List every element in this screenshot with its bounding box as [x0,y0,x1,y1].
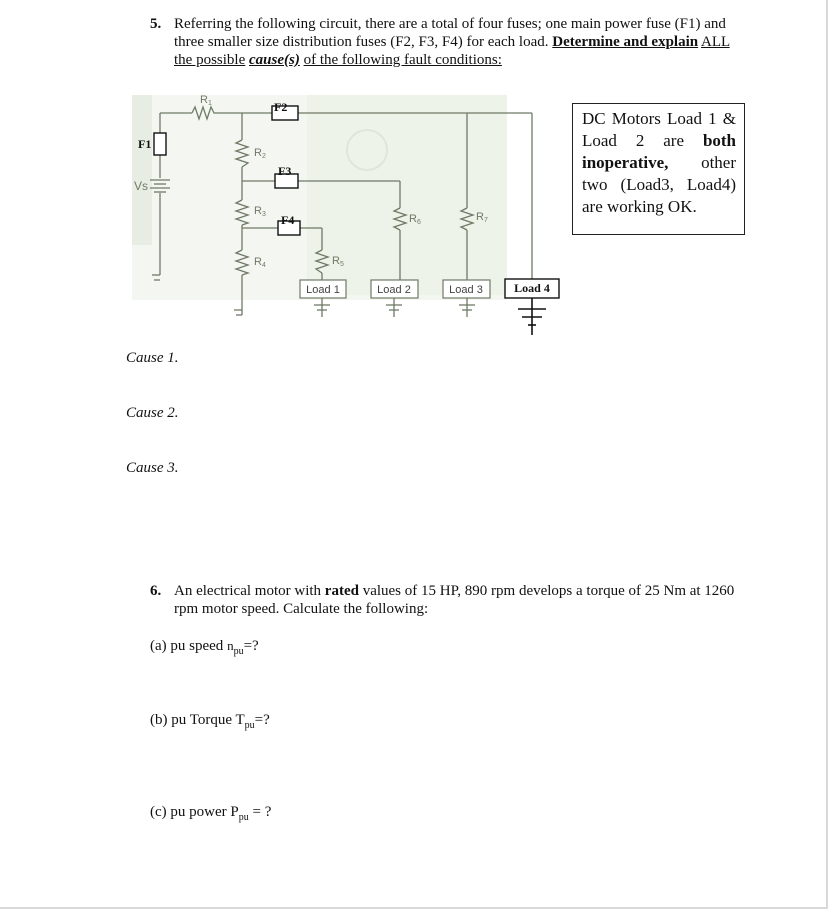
question-6-text [174,582,745,618]
r4-label: R4 [254,256,266,269]
cause-2-label: Cause 2. [126,405,179,421]
question-5-end: of the following fault conditions: [303,52,502,68]
part-c-label: (c) pu power [150,804,227,820]
circuit-diagram [132,95,572,335]
part-a-label: (a) pu speed [150,638,224,654]
question-5-determine: Determine and explain [552,34,699,50]
part-b-subscript: pu [244,720,255,731]
part-a-symbol: n [227,638,234,653]
fault-rest: other two (Load3, Load4) are working OK. [582,153,736,216]
fault-both: both [702,131,737,150]
r5-label: R5 [332,255,344,268]
part-b-label: (b) pu Torque [150,712,232,728]
part-a-subscript: pu [233,646,244,657]
question-5-causes: cause(s) [249,52,300,68]
load-2-label: Load 2 [377,284,411,296]
part-c-subscript: pu [238,812,249,823]
fault-condition-box [572,103,745,235]
r2-label: R2 [254,147,266,160]
cause-3-label: Cause 3. [126,460,179,476]
question-5-intro: Referring the following circuit, there are a total of four fuses; one main power fuse (F1) and three smaller size distribution fuses (F2, F3, F4) for each load. [174,16,726,50]
question-6-intro: An electrical motor with [174,583,322,599]
part-b-symbol: T [235,712,245,728]
part-b [150,712,270,731]
part-b-tail: =? [254,712,270,728]
fuse-f1 [154,133,166,155]
r1-label: R1 [200,95,212,107]
background-strip [132,95,152,245]
load-4-ground [518,298,546,335]
part-a-tail: =? [243,638,259,654]
r3-label: R3 [254,205,266,218]
source-label: Vs [134,179,149,193]
question-6 [150,582,745,618]
r7-label: R7 [476,211,488,224]
question-5-number: 5. [150,16,162,32]
question-5-text [174,15,740,69]
cause-1-label: Cause 1. [126,350,179,366]
fault-inoperative: inoperative, [582,153,669,172]
part-c-tail: = ? [248,804,272,820]
question-6-number: 6. [150,583,162,599]
part-c-symbol: P [230,804,239,820]
part-a [150,638,259,657]
load-1-label: Load 1 [306,284,340,296]
fault-line-1: DC Motors Load 1 & Load 2 are [582,109,736,150]
r6-label: R6 [409,213,421,226]
f4-label: F4 [281,213,295,227]
question-5-all: ALL [701,34,730,50]
question-6-rated: rated [324,583,359,599]
part-c [150,804,271,823]
question-6-body: values of 15 HP, 890 rpm develops a torque of 25 Nm at 1260 rpm motor speed. Calculate the following: [174,583,735,617]
load-3-label: Load 3 [449,284,483,296]
load-4-label: Load 4 [514,281,550,295]
question-5-possible: the possible [174,52,246,68]
f2-label: F2 [274,100,288,114]
question-5 [150,15,740,69]
f3-label: F3 [278,164,292,178]
f1-label: F1 [138,137,152,151]
